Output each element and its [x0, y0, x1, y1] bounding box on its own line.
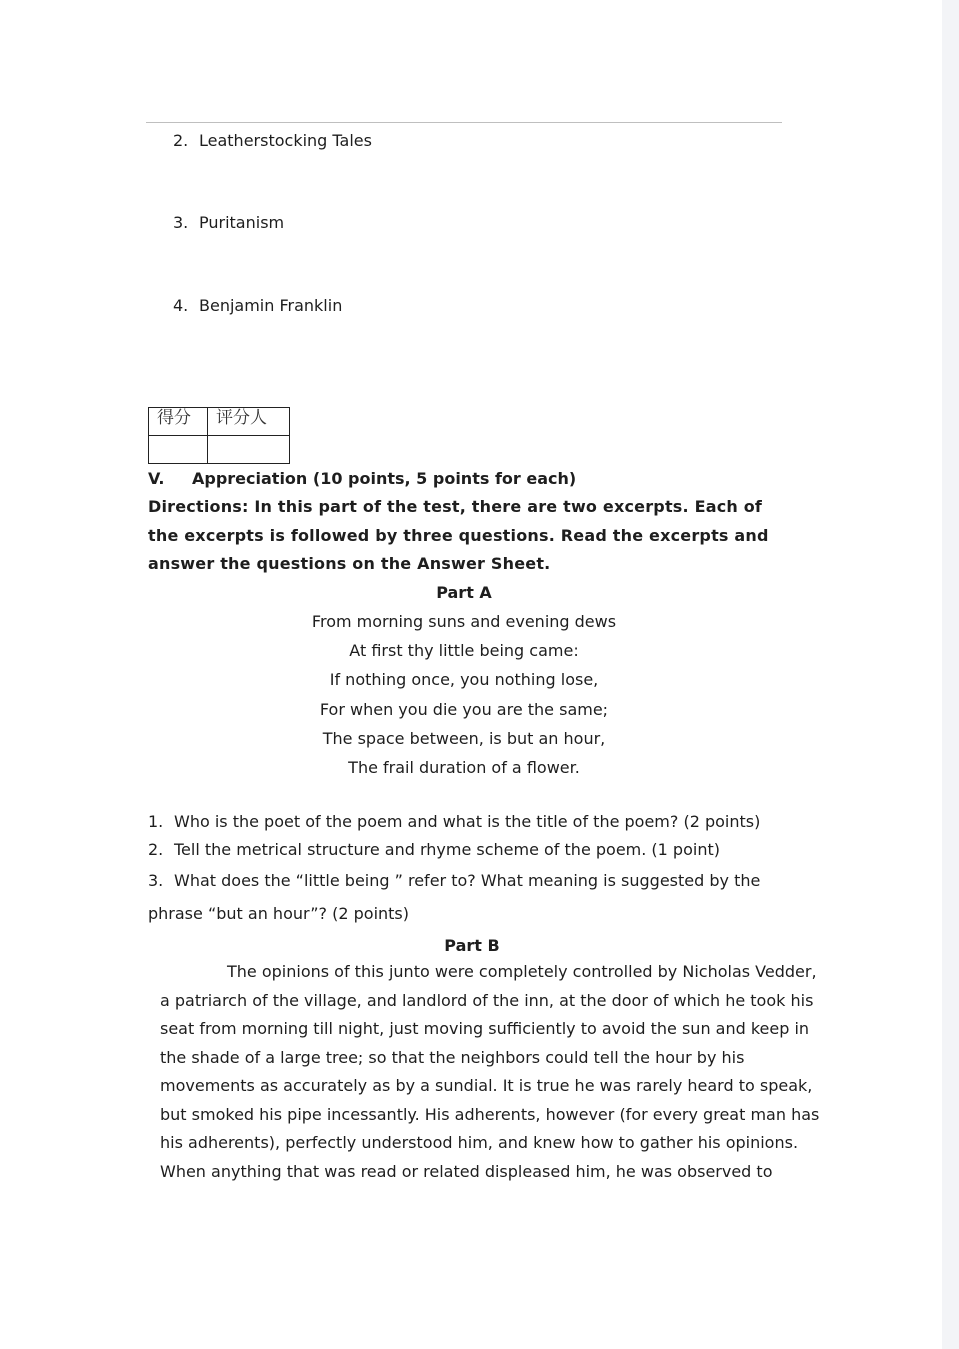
grader-cell [208, 436, 290, 464]
question [148, 871, 760, 890]
directions-text: Directions: In this part of the test, there are two excerpts. Each of the excerpts is followed by three questions. Read the excerpts and answer the questions on the Answer Sheet. [148, 497, 769, 573]
passage-line: The opinions of this junto were completely controlled by Nicholas Vedder, [227, 962, 817, 981]
list-item-number: 4. [173, 296, 189, 315]
prose-passage [160, 958, 820, 1186]
section-title: Appreciation (10 points, 5 points for each) [192, 469, 577, 488]
poem-line: The frail duration of a flower. [348, 758, 580, 778]
grader-header: 评分人 [208, 408, 290, 436]
question [148, 812, 760, 831]
poem-line: The space between, is but an hour, [322, 728, 606, 748]
list-item [173, 213, 284, 233]
list-item [173, 131, 372, 151]
passage-line: movements as accurately as by a sundial. It is true he was rarely heard to speak, [160, 1076, 813, 1095]
list-item-number: 2. [173, 131, 189, 150]
passage-line: the shade of a large tree; so that the neighbors could tell the hour by his [160, 1047, 745, 1067]
list-item-number: 3. [173, 213, 189, 232]
question-text: Who is the poet of the poem and what is the title of the poem? (2 points) [174, 812, 761, 831]
passage-line: When anything that was read or related displeased him, he was observed to [160, 1161, 773, 1181]
passage-line: a patriarch of the village, and landlord of the inn, at the door of which he took his [160, 990, 814, 1010]
header-rule [146, 122, 782, 123]
question-number: 1. [148, 812, 164, 831]
poem-line: For when you die you are the same; [319, 699, 609, 719]
list-item-text: Puritanism [199, 213, 285, 232]
poem-line: If nothing once, you nothing lose, [329, 670, 599, 690]
section-heading [148, 468, 576, 490]
score-header: 得分 [149, 408, 208, 436]
question-number: 3. [148, 871, 164, 890]
question [148, 840, 720, 859]
score-table [148, 407, 290, 464]
list-item-text: Leatherstocking Tales [199, 131, 372, 150]
section-number: V. [148, 469, 165, 488]
question-text: What does the “little being ” refer to? What meaning is suggested by the [174, 871, 761, 890]
poem [148, 607, 780, 782]
poem-line: At first thy little being came: [349, 641, 579, 661]
passage-line: his adherents), perfectly understood him, and knew how to gather his opinions. [160, 1133, 799, 1152]
list-item [173, 296, 342, 316]
part-b-title: Part B [444, 936, 500, 955]
passage-line: seat from morning till night, just moving sufficiently to avoid the sun and keep in [160, 1019, 810, 1038]
passage-line: but smoked his pipe incessantly. His adherents, however (for every great man has [160, 1104, 820, 1124]
poem-line: From morning suns and evening dews [311, 612, 617, 631]
score-cell [149, 436, 208, 464]
question-continuation: phrase “but an hour”? (2 points) [148, 904, 409, 923]
question-text: Tell the metrical structure and rhyme scheme of the poem. (1 point) [174, 840, 720, 859]
question-number: 2. [148, 840, 164, 859]
list-item-text: Benjamin Franklin [199, 296, 343, 315]
part-a-title: Part A [436, 583, 492, 602]
